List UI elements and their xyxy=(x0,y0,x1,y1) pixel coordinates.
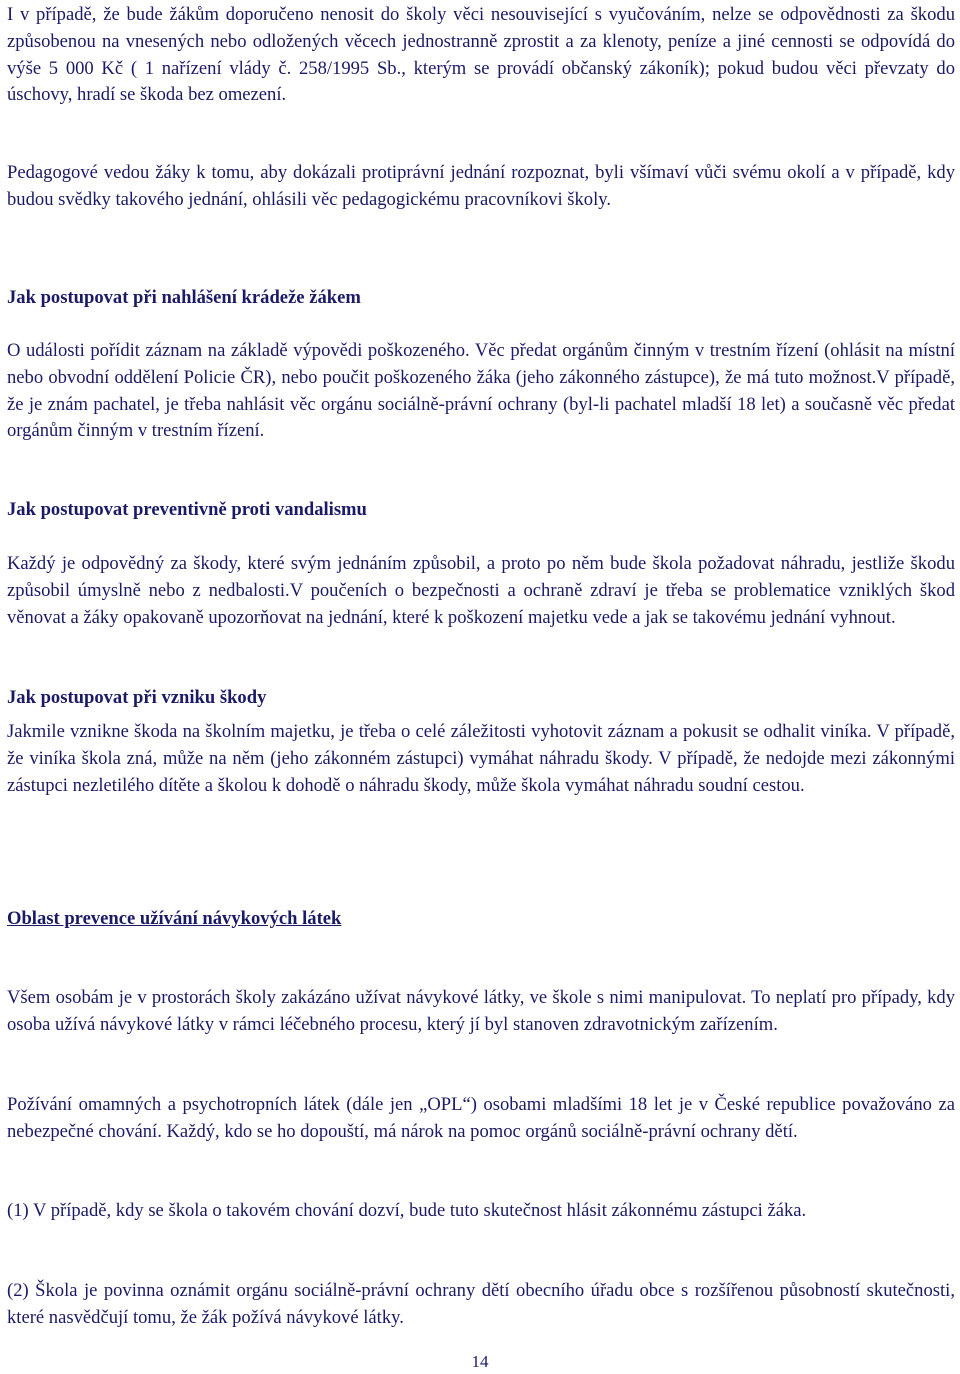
paragraph-rule-2: (2) Škola je povinna oznámit orgánu sociálně-právní ochrany dětí obecního úřadu obce s rozšířenou působností skutečnosti, které nasvědčují tomu, že žák požívá návykové látky. xyxy=(7,1280,955,1328)
paragraph-vandalism-procedure: Každý je odpovědný za škody, které svým jednáním způsobil, a proto po něm bude škola požadovat náhradu, jestliže škodu způsobil úmyslně nebo z nedbalosti.V poučeních o bezpečnosti a ochraně zdraví je třeba se problematice vzniklých škod věnovat a žáky opakovaně upozorňovat na jednání, které k poškození majetku vede a jak se takovému jednání vyhnout. xyxy=(7,553,955,628)
paragraph-theft-procedure: O události pořídit záznam na základě výpovědi poškozeného. Věc předat orgánům činným v trestním řízení (ohlásit na místní nebo obvodní oddělení Policie ČR), nebo poučit poškozeného žáka (jeho zákonného zástupce), že má tuto možnost.V případě, že je znám pachatel, je třeba nahlásit věc orgánu sociálně-právní ochrany (byl-li pachatel mladší 18 let) a současně věc předat orgánům činným v trestním řízení. xyxy=(7,340,955,442)
paragraph-substance-ban: Všem osobám je v prostorách školy zakázáno užívat návykové látky, ve škole s nimi manipulovat. To neplatí pro případy, kdy osoba užívá návykové látky v rámci léčebného procesu, který jí byl stanoven zdravotnickým zařízením. xyxy=(7,987,955,1035)
heading-vandalism-prevention: Jak postupovat preventivně proti vandalismu xyxy=(7,499,367,520)
paragraph-opl-definition: Požívání omamných a psychotropních látek (dále jen „OPL“) osobami mladšími 18 let je v České republice považováno za nebezpečné chování. Každý, kdo se ho dopouští, má nárok na pomoc orgánů sociálně-právní ochrany dětí. xyxy=(7,1094,955,1142)
paragraph-pedagogues-guidance: Pedagogové vedou žáky k tomu, aby dokázali protiprávní jednání rozpoznat, byli všímaví vůči svému okolí a v případě, kdy budou svědky takového jednání, ohlásili věc pedagogickému pracovníkovi školy. xyxy=(7,162,955,210)
heading-theft-report: Jak postupovat při nahlášení krádeže žákem xyxy=(7,287,361,308)
paragraph-damage-procedure: Jakmile vznikne škoda na školním majetku, je třeba o celé záležitosti vyhotovit záznam a pokusit se odhalit viníka. V případě, že viníka škola zná, může na něm (jeho zákonném zástupci) vymáhat náhradu škody. V případě, že nedojde mezi zákonnými zástupci nezletilého dítěte a školou k dohodě o náhradu škody, může škola vymáhat náhradu soudní cestou. xyxy=(7,721,955,796)
page-number: 14 xyxy=(471,1352,489,1371)
heading-damage-procedure: Jak postupovat při vzniku škody xyxy=(7,687,267,708)
paragraph-rule-1: (1) V případě, kdy se škola o takovém chování dozví, bude tuto skutečnost hlásit zákonnému zástupci žáka. xyxy=(7,1200,807,1221)
heading-addictive-substances: Oblast prevence užívání návykových látek xyxy=(7,908,342,929)
paragraph-item-liability: I v případě, že bude žákům doporučeno nenosit do školy věci nesouvisející s vyučováním, nelze se odpovědnosti za škodu způsobenou na vnesených nebo odložených věcech jednostranně zprostit a za klenoty, peníze a jiné cennosti se odpovídá do výše 5 000 Kč ( 1 nařízení vlády č. 258/1995 Sb., kterým se provádí občanský zákoník); pokud budou věci převzaty do úschovy, hradí se škoda bez omezení. xyxy=(7,4,955,106)
